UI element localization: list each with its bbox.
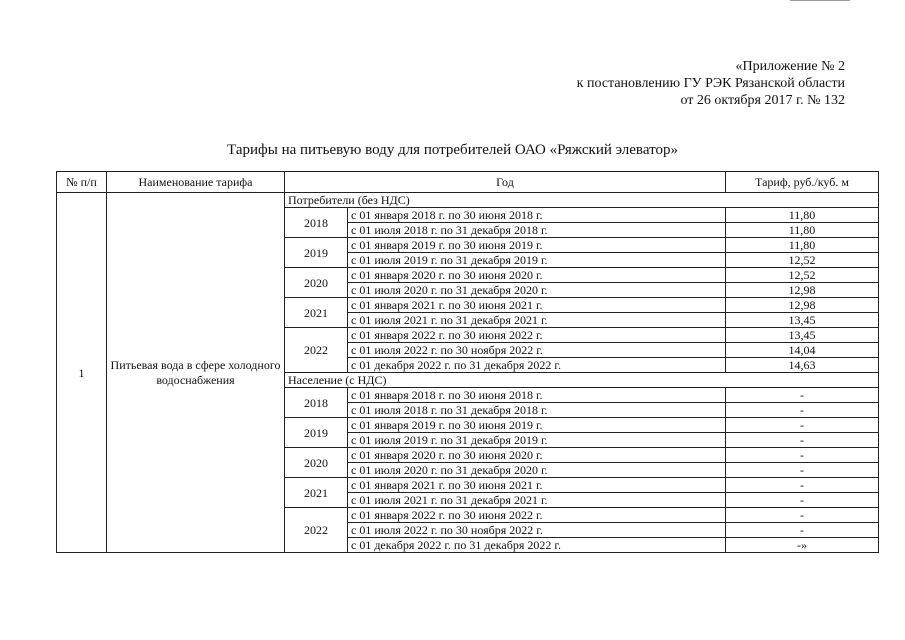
header-number: № п/п	[57, 172, 107, 193]
period-cell: с 01 июля 2019 г. по 31 декабря 2019 г.	[348, 433, 726, 448]
tariff-name: Питьевая вода в сфере холодного водоснабжения	[107, 193, 285, 553]
tariff-body	[57, 193, 879, 553]
period-cell: с 01 января 2019 г. по 30 июня 2019 г.	[348, 418, 726, 433]
year-cell: 2021	[285, 478, 348, 508]
period-cell: с 01 января 2018 г. по 30 июня 2018 г.	[348, 208, 726, 223]
period-cell: с 01 декабря 2022 г. по 31 декабря 2022 г.	[348, 538, 726, 553]
year-cell: 2020	[285, 268, 348, 298]
period-cell: с 01 января 2021 г. по 30 июня 2021 г.	[348, 298, 726, 313]
appendix-line-1: «Приложение № 2	[735, 59, 845, 74]
period-cell: с 01 июля 2022 г. по 30 ноября 2022 г.	[348, 343, 726, 358]
tariff-value-cell: 11,80	[726, 238, 879, 253]
document-title: Тарифы на питьевую воду для потребителей ОАО «Ряжский элеватор»	[227, 142, 678, 158]
tariff-value-cell: -	[726, 433, 879, 448]
year-cell: 2019	[285, 238, 348, 268]
year-cell: 2022	[285, 508, 348, 553]
tariff-value-cell: -»	[726, 538, 879, 553]
period-cell: с 01 декабря 2022 г. по 31 декабря 2022 г.	[348, 358, 726, 373]
corner-rule	[790, 0, 850, 1]
tariff-value-cell: -	[726, 403, 879, 418]
period-cell: с 01 января 2022 г. по 30 июня 2022 г.	[348, 328, 726, 343]
tariff-value-cell: 12,98	[726, 283, 879, 298]
consumer-group-label: Потребители (без НДС)	[285, 193, 879, 208]
period-cell: с 01 июля 2019 г. по 31 декабря 2019 г.	[348, 253, 726, 268]
tariff-value-cell: -	[726, 463, 879, 478]
tariff-value-cell: -	[726, 418, 879, 433]
year-cell: 2018	[285, 208, 348, 238]
period-cell: с 01 января 2021 г. по 30 июня 2021 г.	[348, 478, 726, 493]
group-row	[57, 193, 879, 208]
year-cell: 2021	[285, 298, 348, 328]
appendix-line-2: к постановлению ГУ РЭК Рязанской области	[576, 76, 845, 91]
period-cell: с 01 июля 2018 г. по 31 декабря 2018 г.	[348, 403, 726, 418]
tariff-value-cell: -	[726, 388, 879, 403]
period-cell: с 01 июля 2020 г. по 31 декабря 2020 г.	[348, 283, 726, 298]
tariff-value-cell: 11,80	[726, 208, 879, 223]
tariff-value-cell: -	[726, 523, 879, 538]
consumer-group-label: Население (с НДС)	[285, 373, 879, 388]
period-cell: с 01 июля 2020 г. по 31 декабря 2020 г.	[348, 463, 726, 478]
tariff-value-cell: 13,45	[726, 313, 879, 328]
year-cell: 2019	[285, 418, 348, 448]
period-cell: с 01 июля 2021 г. по 31 декабря 2021 г.	[348, 493, 726, 508]
period-cell: с 01 января 2022 г. по 30 июня 2022 г.	[348, 508, 726, 523]
period-cell: с 01 января 2020 г. по 30 июня 2020 г.	[348, 448, 726, 463]
tariff-value-cell: 12,98	[726, 298, 879, 313]
period-cell: с 01 января 2019 г. по 30 июня 2019 г.	[348, 238, 726, 253]
tariff-table	[56, 171, 879, 553]
tariff-value-cell: 11,80	[726, 223, 879, 238]
tariff-value-cell: 14,04	[726, 343, 879, 358]
tariff-value-cell: -	[726, 493, 879, 508]
tariff-value-cell: -	[726, 478, 879, 493]
tariff-value-cell: -	[726, 508, 879, 523]
year-cell: 2022	[285, 328, 348, 373]
appendix-header	[577, 58, 845, 109]
header-row	[57, 172, 879, 193]
period-cell: с 01 июля 2021 г. по 31 декабря 2021 г.	[348, 313, 726, 328]
year-cell: 2018	[285, 388, 348, 418]
header-year: Год	[285, 172, 726, 193]
appendix-line-3: от 26 октября 2017 г. № 132	[680, 93, 845, 108]
header-tariff-name: Наименование тарифа	[107, 172, 285, 193]
row-number: 1	[57, 193, 107, 553]
period-cell: с 01 июля 2022 г. по 30 ноября 2022 г.	[348, 523, 726, 538]
tariff-value-cell: 14,63	[726, 358, 879, 373]
period-cell: с 01 января 2018 г. по 30 июня 2018 г.	[348, 388, 726, 403]
tariff-value-cell: 13,45	[726, 328, 879, 343]
year-cell: 2020	[285, 448, 348, 478]
period-cell: с 01 июля 2018 г. по 31 декабря 2018 г.	[348, 223, 726, 238]
tariff-value-cell: 12,52	[726, 253, 879, 268]
tariff-value-cell: 12,52	[726, 268, 879, 283]
header-tariff-value: Тариф, руб./куб. м	[726, 172, 879, 193]
period-cell: с 01 января 2020 г. по 30 июня 2020 г.	[348, 268, 726, 283]
tariff-value-cell: -	[726, 448, 879, 463]
